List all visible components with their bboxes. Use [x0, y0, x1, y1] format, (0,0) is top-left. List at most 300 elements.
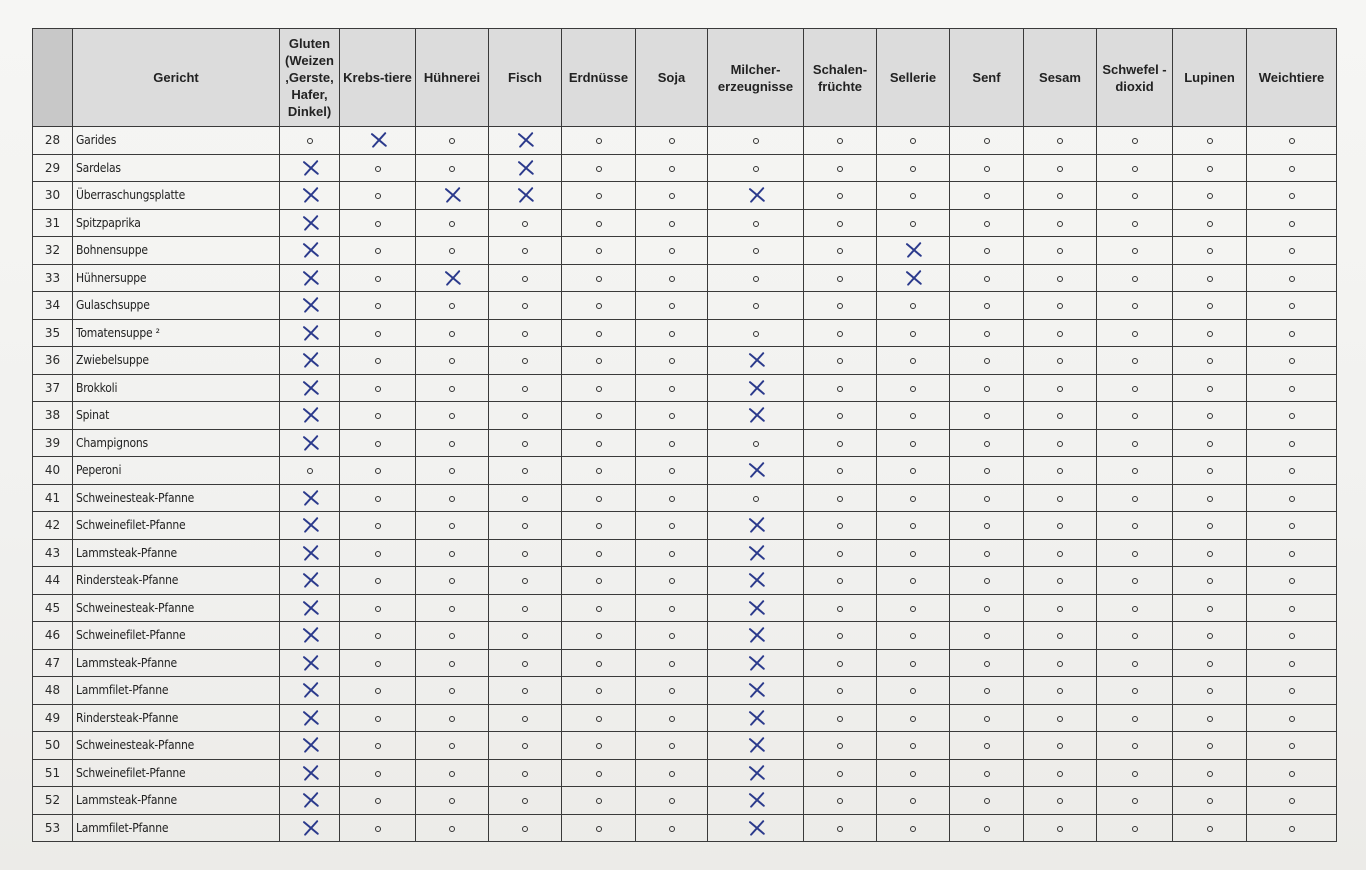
circle-mark-icon — [910, 578, 916, 584]
allergen-cell — [1247, 347, 1337, 375]
circle-mark-icon — [837, 496, 843, 502]
allergen-cell — [1173, 154, 1247, 182]
allergen-cell — [1097, 264, 1173, 292]
circle-mark-icon — [596, 771, 602, 777]
circle-mark-icon — [1207, 606, 1213, 612]
circle-mark-icon — [910, 661, 916, 667]
allergen-cell — [489, 539, 562, 567]
circle-mark-icon — [1207, 743, 1213, 749]
cross-mark-icon — [300, 214, 320, 232]
header-allergen-12: Schwefel -dioxid — [1097, 29, 1173, 127]
circle-mark-icon — [1207, 358, 1213, 364]
allergen-cell — [950, 182, 1024, 210]
dish-name: Tomatensuppe ² — [73, 319, 280, 347]
circle-mark-icon — [449, 743, 455, 749]
allergen-cell — [636, 429, 708, 457]
circle-mark-icon — [1057, 166, 1063, 172]
allergen-cell — [562, 402, 636, 430]
allergen-cell — [636, 704, 708, 732]
circle-mark-icon — [753, 276, 759, 282]
allergen-cell — [416, 759, 489, 787]
cross-mark-icon — [515, 131, 535, 149]
allergen-cell — [562, 127, 636, 155]
circle-mark-icon — [669, 441, 675, 447]
circle-mark-icon — [1132, 743, 1138, 749]
allergen-cell — [280, 814, 340, 842]
allergen-cell — [489, 814, 562, 842]
cross-mark-icon — [300, 681, 320, 699]
circle-mark-icon — [1207, 248, 1213, 254]
allergen-cell — [416, 622, 489, 650]
allergen-cell — [636, 182, 708, 210]
circle-mark-icon — [1207, 798, 1213, 804]
allergen-cell — [416, 732, 489, 760]
circle-mark-icon — [984, 578, 990, 584]
circle-mark-icon — [596, 386, 602, 392]
circle-mark-icon — [984, 771, 990, 777]
header-allergen-2: Krebs-tiere — [340, 29, 416, 127]
allergen-cell — [1097, 292, 1173, 320]
allergen-cell — [1173, 512, 1247, 540]
cross-mark-icon — [746, 351, 766, 369]
cross-mark-icon — [300, 269, 320, 287]
row-number: 38 — [33, 402, 73, 430]
allergen-cell — [877, 732, 950, 760]
cross-mark-icon — [300, 819, 320, 837]
header-allergen-14: Weichtiere — [1247, 29, 1337, 127]
circle-mark-icon — [375, 743, 381, 749]
circle-mark-icon — [669, 688, 675, 694]
circle-mark-icon — [837, 551, 843, 557]
allergen-cell — [280, 127, 340, 155]
allergen-cell — [562, 319, 636, 347]
allergen-cell — [280, 732, 340, 760]
circle-mark-icon — [375, 358, 381, 364]
circle-mark-icon — [1057, 661, 1063, 667]
allergen-cell — [950, 512, 1024, 540]
circle-mark-icon — [910, 413, 916, 419]
allergen-cell — [1024, 484, 1097, 512]
circle-mark-icon — [984, 661, 990, 667]
dish-name: Schweinesteak-Pfanne — [73, 732, 280, 760]
circle-mark-icon — [1057, 743, 1063, 749]
circle-mark-icon — [753, 331, 759, 337]
allergen-cell — [950, 484, 1024, 512]
circle-mark-icon — [449, 413, 455, 419]
allergen-cell — [950, 732, 1024, 760]
circle-mark-icon — [1057, 468, 1063, 474]
circle-mark-icon — [669, 551, 675, 557]
allergen-cell — [804, 347, 877, 375]
allergen-cell — [877, 787, 950, 815]
allergen-cell — [877, 237, 950, 265]
allergen-cell — [950, 677, 1024, 705]
dish-name: Schweinesteak-Pfanne — [73, 594, 280, 622]
circle-mark-icon — [449, 138, 455, 144]
table-row — [33, 622, 1337, 650]
row-number: 53 — [33, 814, 73, 842]
allergen-cell — [636, 567, 708, 595]
allergen-cell — [280, 402, 340, 430]
cross-mark-icon — [746, 764, 766, 782]
allergen-cell — [1024, 704, 1097, 732]
circle-mark-icon — [1132, 221, 1138, 227]
allergen-cell — [489, 209, 562, 237]
circle-mark-icon — [375, 496, 381, 502]
circle-mark-icon — [375, 386, 381, 392]
circle-mark-icon — [837, 331, 843, 337]
circle-mark-icon — [1207, 331, 1213, 337]
allergen-cell — [416, 429, 489, 457]
table-row — [33, 182, 1337, 210]
circle-mark-icon — [837, 578, 843, 584]
allergen-cell — [636, 649, 708, 677]
circle-mark-icon — [984, 798, 990, 804]
allergen-cell — [950, 539, 1024, 567]
table-row — [33, 539, 1337, 567]
circle-mark-icon — [375, 798, 381, 804]
allergen-cell — [636, 814, 708, 842]
allergen-cell — [489, 264, 562, 292]
cross-mark-icon — [746, 516, 766, 534]
dish-name: Rindersteak-Pfanne — [73, 704, 280, 732]
circle-mark-icon — [375, 166, 381, 172]
allergen-cell — [950, 292, 1024, 320]
circle-mark-icon — [522, 441, 528, 447]
circle-mark-icon — [910, 551, 916, 557]
allergen-cell — [280, 374, 340, 402]
allergen-cell — [1173, 209, 1247, 237]
allergen-cell — [489, 677, 562, 705]
allergen-cell — [489, 594, 562, 622]
allergen-cell — [636, 457, 708, 485]
allergen-cell — [804, 594, 877, 622]
allergen-cell — [708, 567, 804, 595]
table-row — [33, 704, 1337, 732]
circle-mark-icon — [984, 358, 990, 364]
circle-mark-icon — [522, 303, 528, 309]
allergen-cell — [1097, 237, 1173, 265]
allergen-cell — [280, 154, 340, 182]
allergen-cell — [489, 787, 562, 815]
circle-mark-icon — [837, 743, 843, 749]
circle-mark-icon — [596, 221, 602, 227]
circle-mark-icon — [669, 138, 675, 144]
allergen-cell — [280, 292, 340, 320]
allergen-cell — [1024, 127, 1097, 155]
allergen-cell — [562, 539, 636, 567]
circle-mark-icon — [449, 248, 455, 254]
circle-mark-icon — [910, 826, 916, 832]
allergen-cell — [804, 264, 877, 292]
allergen-cell — [1247, 154, 1337, 182]
allergen-cell — [1173, 319, 1247, 347]
table-row — [33, 402, 1337, 430]
allergen-cell — [280, 182, 340, 210]
dish-name: Zwiebelsuppe — [73, 347, 280, 375]
header-allergen-9: Sellerie — [877, 29, 950, 127]
circle-mark-icon — [837, 716, 843, 722]
circle-mark-icon — [1207, 826, 1213, 832]
cross-mark-icon — [746, 544, 766, 562]
circle-mark-icon — [1132, 496, 1138, 502]
circle-mark-icon — [522, 716, 528, 722]
table-row — [33, 237, 1337, 265]
cross-mark-icon — [300, 489, 320, 507]
circle-mark-icon — [1057, 248, 1063, 254]
circle-mark-icon — [837, 633, 843, 639]
circle-mark-icon — [522, 413, 528, 419]
allergen-cell — [1247, 567, 1337, 595]
allergen-cell — [562, 209, 636, 237]
circle-mark-icon — [1207, 221, 1213, 227]
circle-mark-icon — [375, 331, 381, 337]
circle-mark-icon — [449, 551, 455, 557]
allergen-cell — [1247, 209, 1337, 237]
allergen-cell — [950, 429, 1024, 457]
allergen-cell — [489, 649, 562, 677]
allergen-cell — [280, 264, 340, 292]
allergen-cell — [1097, 787, 1173, 815]
circle-mark-icon — [449, 221, 455, 227]
allergen-cell — [708, 512, 804, 540]
row-number: 40 — [33, 457, 73, 485]
allergen-cell — [877, 567, 950, 595]
cross-mark-icon — [300, 516, 320, 534]
circle-mark-icon — [837, 606, 843, 612]
allergen-cell — [416, 539, 489, 567]
circle-mark-icon — [837, 276, 843, 282]
allergen-cell — [708, 787, 804, 815]
table-row — [33, 127, 1337, 155]
row-number: 37 — [33, 374, 73, 402]
allergen-cell — [877, 814, 950, 842]
allergen-cell — [280, 347, 340, 375]
allergen-cell — [1024, 319, 1097, 347]
allergen-cell — [489, 732, 562, 760]
allergen-cell — [489, 319, 562, 347]
allergen-cell — [1173, 814, 1247, 842]
cross-mark-icon — [300, 736, 320, 754]
circle-mark-icon — [1057, 138, 1063, 144]
allergen-cell — [950, 237, 1024, 265]
circle-mark-icon — [753, 303, 759, 309]
allergen-cell — [804, 649, 877, 677]
circle-mark-icon — [375, 468, 381, 474]
allergen-cell — [1097, 402, 1173, 430]
allergen-cell — [1097, 374, 1173, 402]
cross-mark-icon — [300, 764, 320, 782]
allergen-cell — [280, 594, 340, 622]
allergen-cell — [636, 319, 708, 347]
allergen-cell — [340, 209, 416, 237]
circle-mark-icon — [1289, 358, 1295, 364]
allergen-cell — [1097, 319, 1173, 347]
circle-mark-icon — [837, 523, 843, 529]
circle-mark-icon — [669, 798, 675, 804]
allergen-cell — [1173, 347, 1247, 375]
table-row — [33, 594, 1337, 622]
circle-mark-icon — [837, 358, 843, 364]
table-row — [33, 292, 1337, 320]
allergen-cell — [1024, 429, 1097, 457]
allergen-cell — [877, 319, 950, 347]
circle-mark-icon — [1132, 358, 1138, 364]
circle-mark-icon — [375, 606, 381, 612]
allergen-cell — [1173, 677, 1247, 705]
circle-mark-icon — [910, 138, 916, 144]
row-number: 34 — [33, 292, 73, 320]
circle-mark-icon — [449, 523, 455, 529]
allergen-cell — [636, 127, 708, 155]
circle-mark-icon — [837, 386, 843, 392]
cross-mark-icon — [300, 296, 320, 314]
allergen-cell — [1024, 622, 1097, 650]
circle-mark-icon — [1207, 413, 1213, 419]
allergen-cell — [1024, 539, 1097, 567]
allergen-cell — [416, 209, 489, 237]
allergen-cell — [1024, 594, 1097, 622]
circle-mark-icon — [1289, 386, 1295, 392]
circle-mark-icon — [910, 331, 916, 337]
allergen-cell — [562, 759, 636, 787]
allergen-cell — [562, 677, 636, 705]
allergen-cell — [1173, 484, 1247, 512]
circle-mark-icon — [1057, 276, 1063, 282]
circle-mark-icon — [522, 743, 528, 749]
circle-mark-icon — [1289, 633, 1295, 639]
circle-mark-icon — [910, 303, 916, 309]
allergen-cell — [877, 264, 950, 292]
circle-mark-icon — [1289, 826, 1295, 832]
allergen-cell — [708, 484, 804, 512]
allergen-cell — [1024, 457, 1097, 485]
circle-mark-icon — [1057, 523, 1063, 529]
allergen-cell — [636, 154, 708, 182]
allergen-cell — [636, 237, 708, 265]
allergen-cell — [1097, 429, 1173, 457]
dish-name: Garides — [73, 127, 280, 155]
circle-mark-icon — [1289, 138, 1295, 144]
allergen-cell — [950, 759, 1024, 787]
circle-mark-icon — [449, 606, 455, 612]
table-row — [33, 787, 1337, 815]
circle-mark-icon — [596, 661, 602, 667]
allergen-cell — [708, 374, 804, 402]
circle-mark-icon — [1132, 716, 1138, 722]
circle-mark-icon — [449, 578, 455, 584]
circle-mark-icon — [669, 358, 675, 364]
circle-mark-icon — [375, 578, 381, 584]
cross-mark-icon — [746, 379, 766, 397]
circle-mark-icon — [1207, 386, 1213, 392]
allergen-cell — [1097, 457, 1173, 485]
row-number: 30 — [33, 182, 73, 210]
allergen-cell — [1247, 677, 1337, 705]
cross-mark-icon — [746, 461, 766, 479]
circle-mark-icon — [1057, 221, 1063, 227]
allergen-cell — [280, 759, 340, 787]
row-number: 32 — [33, 237, 73, 265]
allergen-cell — [280, 457, 340, 485]
cross-mark-icon — [300, 599, 320, 617]
circle-mark-icon — [1132, 276, 1138, 282]
cross-mark-icon — [746, 186, 766, 204]
table-row — [33, 677, 1337, 705]
circle-mark-icon — [449, 331, 455, 337]
allergen-cell — [489, 567, 562, 595]
allergen-cell — [340, 567, 416, 595]
allergen-cell — [340, 182, 416, 210]
allergen-cell — [340, 512, 416, 540]
allergen-cell — [950, 127, 1024, 155]
allergen-cell — [877, 127, 950, 155]
circle-mark-icon — [522, 496, 528, 502]
circle-mark-icon — [449, 771, 455, 777]
circle-mark-icon — [837, 468, 843, 474]
allergen-cell — [636, 374, 708, 402]
allergen-cell — [1173, 292, 1247, 320]
circle-mark-icon — [669, 771, 675, 777]
allergen-cell — [1247, 512, 1337, 540]
circle-mark-icon — [837, 166, 843, 172]
allergen-cell — [562, 237, 636, 265]
circle-mark-icon — [522, 248, 528, 254]
circle-mark-icon — [837, 688, 843, 694]
allergen-cell — [636, 622, 708, 650]
circle-mark-icon — [449, 303, 455, 309]
allergen-cell — [1097, 127, 1173, 155]
circle-mark-icon — [910, 468, 916, 474]
allergen-cell — [804, 484, 877, 512]
circle-mark-icon — [596, 798, 602, 804]
cross-mark-icon — [300, 791, 320, 809]
circle-mark-icon — [307, 468, 313, 474]
allergen-cell — [489, 429, 562, 457]
circle-mark-icon — [449, 496, 455, 502]
allergen-cell — [489, 402, 562, 430]
allergen-cell — [708, 319, 804, 347]
allergen-cell — [950, 567, 1024, 595]
allergen-cell — [877, 512, 950, 540]
table-row — [33, 457, 1337, 485]
allergen-cell — [1024, 182, 1097, 210]
header-corner-cell — [33, 29, 73, 127]
allergen-cell — [1247, 457, 1337, 485]
allergen-cell — [280, 622, 340, 650]
allergen-cell — [877, 484, 950, 512]
cross-mark-icon — [746, 571, 766, 589]
circle-mark-icon — [449, 386, 455, 392]
allergen-cell — [877, 154, 950, 182]
circle-mark-icon — [596, 358, 602, 364]
allergen-cell — [416, 649, 489, 677]
dish-name: Lammsteak-Pfanne — [73, 539, 280, 567]
cross-mark-icon — [300, 379, 320, 397]
allergen-cell — [950, 704, 1024, 732]
circle-mark-icon — [596, 716, 602, 722]
header-allergen-4: Fisch — [489, 29, 562, 127]
circle-mark-icon — [1207, 661, 1213, 667]
allergen-cell — [1097, 649, 1173, 677]
allergen-cell — [340, 237, 416, 265]
allergen-cell — [1173, 787, 1247, 815]
header-allergen-5: Erdnüsse — [562, 29, 636, 127]
allergen-cell — [416, 182, 489, 210]
allergen-cell — [416, 292, 489, 320]
circle-mark-icon — [984, 688, 990, 694]
allergen-cell — [280, 319, 340, 347]
